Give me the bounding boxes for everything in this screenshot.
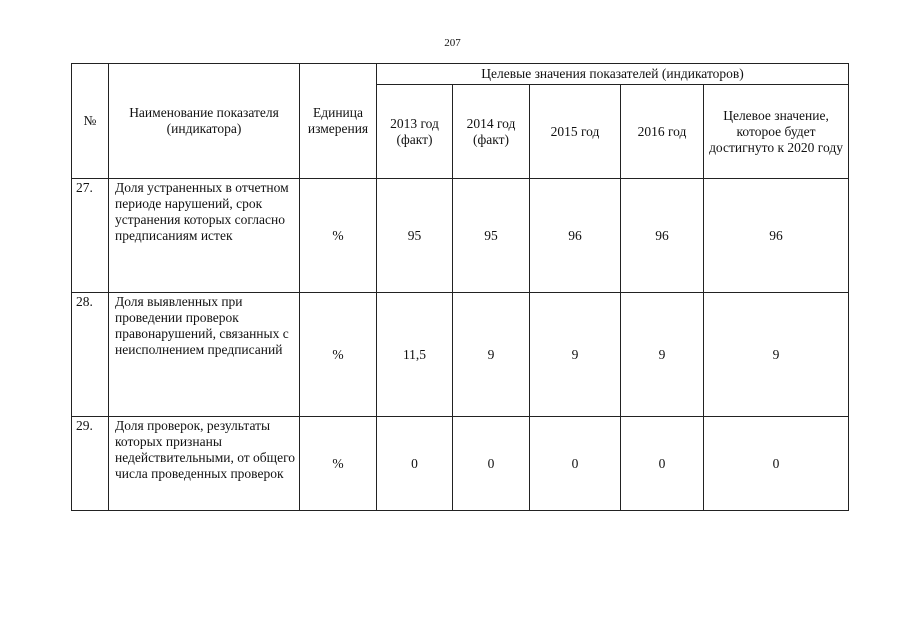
value-2013: 11,5: [377, 293, 453, 417]
header-2015: 2015 год: [530, 85, 621, 179]
header-unit: Единица измерения: [300, 64, 377, 179]
value-2014: 0: [453, 417, 530, 511]
row-number: 29.: [72, 417, 109, 511]
value-2013: 0: [377, 417, 453, 511]
header-target-values-group: Целевые значения показателей (индикаторов): [377, 64, 849, 85]
row-number: 28.: [72, 293, 109, 417]
table-header: [72, 64, 849, 179]
header-2013: 2013 год (факт): [377, 85, 453, 179]
value-2016: 0: [621, 417, 704, 511]
value-2014: 9: [453, 293, 530, 417]
value-target-2020: 9: [704, 293, 849, 417]
value-2015: 96: [530, 179, 621, 293]
value-2015: 9: [530, 293, 621, 417]
table-row: [72, 293, 849, 417]
value-2013: 95: [377, 179, 453, 293]
row-number: 27.: [72, 179, 109, 293]
value-target-2020: 0: [704, 417, 849, 511]
header-2014: 2014 год (факт): [453, 85, 530, 179]
header-2016: 2016 год: [621, 85, 704, 179]
indicator-name: Доля устраненных в отчетном периоде нарушений, срок устранения которых согласно предписаниям истек: [109, 179, 300, 293]
unit-cell: %: [300, 293, 377, 417]
header-number: №: [72, 64, 109, 179]
value-2014: 95: [453, 179, 530, 293]
value-2016: 9: [621, 293, 704, 417]
value-2015: 0: [530, 417, 621, 511]
table-row: [72, 417, 849, 511]
page-number: 207: [444, 37, 461, 49]
indicator-name: Доля проверок, результаты которых признаны недействительными, от общего числа проведенных проверок: [109, 417, 300, 511]
value-2016: 96: [621, 179, 704, 293]
table-row: [72, 179, 849, 293]
value-target-2020: 96: [704, 179, 849, 293]
indicators-table: [71, 63, 849, 511]
unit-cell: %: [300, 179, 377, 293]
header-indicator-name: Наименование показателя (индикатора): [109, 64, 300, 179]
header-target-2020: Целевое значение, которое будет достигнуто к 2020 году: [704, 85, 849, 179]
indicator-name: Доля выявленных при проведении проверок правонарушений, связанных с неисполнением предписаний: [109, 293, 300, 417]
unit-cell: %: [300, 417, 377, 511]
